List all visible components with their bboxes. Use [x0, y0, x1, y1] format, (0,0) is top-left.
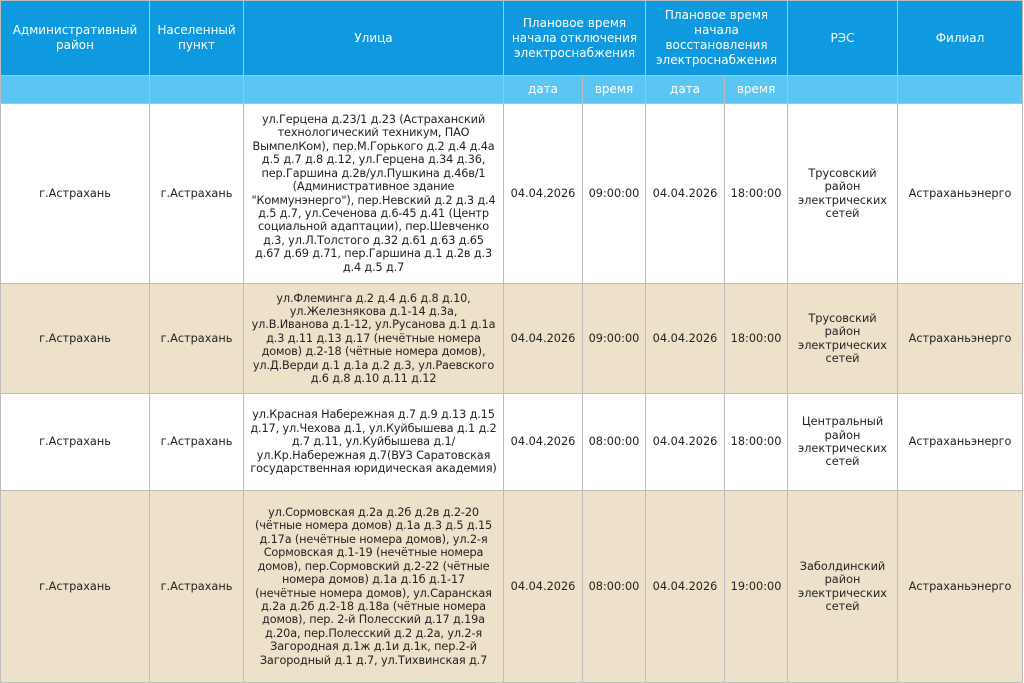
- cell-street: ул.Герцена д.23/1 д.23 (Астраханский технологический техникум, ПАО ВымпелКом), пер.М.Горького д.2 д.4 д.4а д.5 д.7 д.8 д.12, ул.Герцена д.34 д.36, пер.Гаршина д.2в/ул.Пушкина д.46в/1 (Административное здание "Коммунэнерго"), пер.Невский д.2 д.3 д.4 д.5 д.7, ул.Сеченова д.6-45 д.41 (Центр социальной адаптации), пер.Шевченко д.3, ул.Л.Толстого д.32 д.61 д.63 д.65 д.67 д.69 д.71, пер.Гаршина д.1 д.2в д.3 д.4 д.5 д.7: [244, 104, 504, 284]
- cell-settlement: г.Астрахань: [150, 284, 244, 394]
- header-res: РЭС: [788, 1, 898, 76]
- header-branch: Филиал: [898, 1, 1023, 76]
- cell-branch: Астраханьэнерго: [898, 394, 1023, 491]
- cell-off-date: 04.04.2026: [504, 394, 583, 491]
- cell-off-date: 04.04.2026: [504, 491, 583, 683]
- subheader-off-date: дата: [504, 76, 583, 104]
- cell-branch: Астраханьэнерго: [898, 284, 1023, 394]
- table-row: [1, 394, 1023, 491]
- cell-off-date: 04.04.2026: [504, 104, 583, 284]
- cell-settlement: г.Астрахань: [150, 491, 244, 683]
- cell-district: г.Астрахань: [1, 104, 150, 284]
- cell-settlement: г.Астрахань: [150, 394, 244, 491]
- cell-street: ул.Сормовская д.2а д.2б д.2в д.2-20 (чётные номера домов) д.1а д.3 д.5 д.15 д.17а (нечётные номера домов), ул.2-я Сормовская д.1-19 (нечётные номера домов), пер.Сормовский д.2-22 (чётные номера домов) д.1а д.1б д.1-17 (нечётные номера домов), ул.Саранская д.2а д.2б д.2-18 д.18а (чётные номера домов), пер. 2-й Полесский д.17 д.19а д.20а, пер.Полесский д.2 д.2а, ул.2-я Загородная д.1ж д.1и д.1к, пер.2-й Загородный д.1 д.7, ул.Тихвинская д.7: [244, 491, 504, 683]
- subheader-empty: [1, 76, 150, 104]
- cell-off-time: 08:00:00: [583, 394, 646, 491]
- cell-restore-time: 18:00:00: [725, 104, 788, 284]
- subheader-empty: [150, 76, 244, 104]
- cell-restore-date: 04.04.2026: [646, 491, 725, 683]
- cell-settlement: г.Астрахань: [150, 104, 244, 284]
- cell-res: Центральный район электрических сетей: [788, 394, 898, 491]
- cell-res: Трусовский район электрических сетей: [788, 104, 898, 284]
- cell-district: г.Астрахань: [1, 394, 150, 491]
- cell-off-time: 09:00:00: [583, 104, 646, 284]
- header-planned-restore: Плановое время начала восстановления электроснабжения: [646, 1, 788, 76]
- table-subheader-row: [1, 76, 1023, 104]
- cell-restore-time: 19:00:00: [725, 491, 788, 683]
- subheader-restore-time: время: [725, 76, 788, 104]
- cell-street: ул.Флеминга д.2 д.4 д.6 д.8 д.10, ул.Железнякова д.1-14 д.3а, ул.В.Иванова д.1-12, ул.Русанова д.1 д.1а д.3 д.11 д.13 д.17 (нечётные номера домов) д.2-18 (чётные номера домов), ул.Д.Верди д.1 д.1а д.2 д.3, ул.Раевского д.6 д.8 д.10 д.11 д.12: [244, 284, 504, 394]
- cell-branch: Астраханьэнерго: [898, 491, 1023, 683]
- cell-street: ул.Красная Набережная д.7 д.9 д.13 д.15 д.17, ул.Чехова д.1, ул.Куйбышева д.1 д.2 д.7 д.11, ул.Куйбышева д.1/ ул.Кр.Набережная д.7(ВУЗ Саратовская государственная юридическая академия): [244, 394, 504, 491]
- cell-branch: Астраханьэнерго: [898, 104, 1023, 284]
- cell-off-date: 04.04.2026: [504, 284, 583, 394]
- subheader-empty: [788, 76, 898, 104]
- cell-off-time: 09:00:00: [583, 284, 646, 394]
- cell-restore-time: 18:00:00: [725, 284, 788, 394]
- subheader-restore-date: дата: [646, 76, 725, 104]
- table-row: [1, 104, 1023, 284]
- table-row: [1, 284, 1023, 394]
- cell-off-time: 08:00:00: [583, 491, 646, 683]
- cell-res: Трусовский район электрических сетей: [788, 284, 898, 394]
- cell-district: г.Астрахань: [1, 284, 150, 394]
- table-header-row: [1, 1, 1023, 76]
- cell-restore-date: 04.04.2026: [646, 394, 725, 491]
- header-admin-district: Административный район: [1, 1, 150, 76]
- header-street: Улица: [244, 1, 504, 76]
- subheader-empty: [244, 76, 504, 104]
- header-settlement: Населенный пункт: [150, 1, 244, 76]
- subheader-off-time: время: [583, 76, 646, 104]
- subheader-empty: [898, 76, 1023, 104]
- cell-restore-date: 04.04.2026: [646, 104, 725, 284]
- cell-restore-date: 04.04.2026: [646, 284, 725, 394]
- cell-district: г.Астрахань: [1, 491, 150, 683]
- cell-restore-time: 18:00:00: [725, 394, 788, 491]
- cell-res: Заболдинский район электрических сетей: [788, 491, 898, 683]
- header-planned-off: Плановое время начала отключения электроснабжения: [504, 1, 646, 76]
- table-row: [1, 491, 1023, 683]
